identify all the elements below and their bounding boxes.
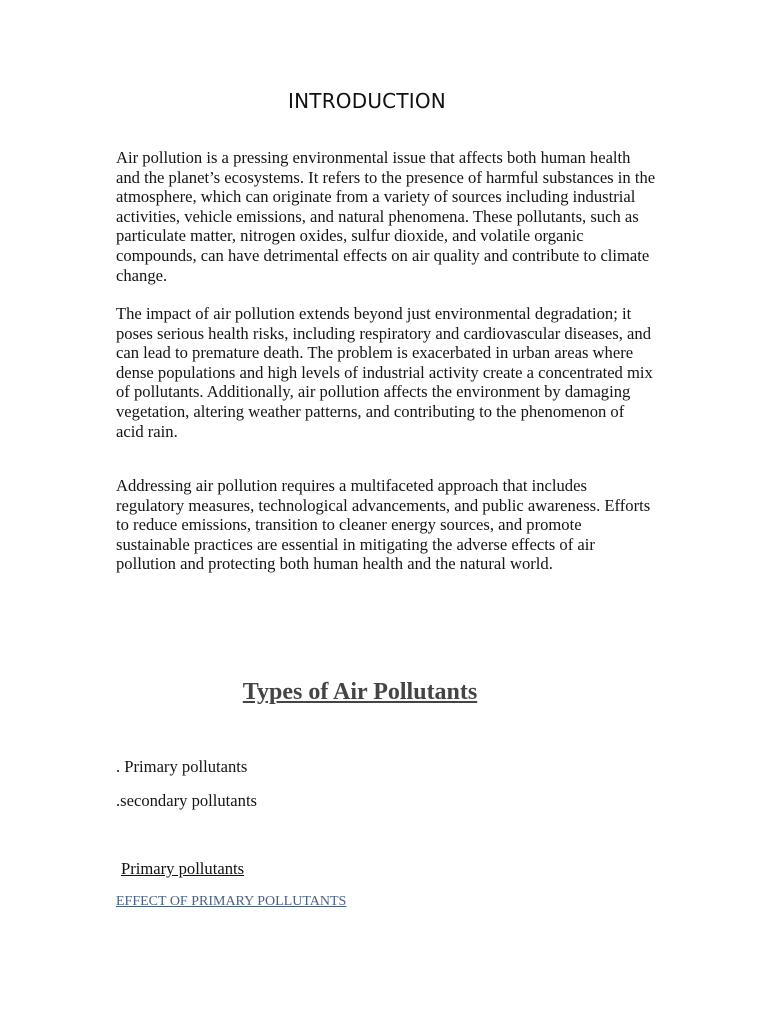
pollutant-type-primary: . Primary pollutants [116,757,248,776]
pollutant-type-secondary: .secondary pollutants [116,791,258,810]
intro-paragraph-2: The impact of air pollution extends beyond just environmental degradation; it poses serious health risks, including respiratory and cardiovascular diseases, and can lead to premature death. The problem is exacerbated in urban areas where dense populations and high levels of industrial activity create a concentrated mix of pollutants. Additionally, air pollution affects the environment by damaging vegetation, altering weather patterns, and contributing to the phenomenon of acid rain. [116,304,653,441]
intro-paragraph-3: Addressing air pollution requires a multifaceted approach that includes regulatory measures, technological advancements, and public awareness. Efforts to reduce emissions, transition to cleaner energy sources, and promote sustainable practices are essential in mitigating the adverse effects of air pollution and protecting both human health and the natural world. [116,476,651,574]
intro-paragraph-1: Air pollution is a pressing environmental issue that affects both human health and the planet’s ecosystems. It refers to the presence of harmful substances in the atmosphere, which can originate from a variety of sources including industrial activities, vehicle emissions, and natural phenomena. These pollutants, such as particulate matter, nitrogen oxides, sulfur dioxide, and volatile organic compounds, can have detrimental effects on air quality and contribute to climate change. [116,148,656,285]
introduction-heading: INTRODUCTION [288,89,446,113]
effect-of-primary-pollutants-link[interactable]: EFFECT OF PRIMARY POLLUTANTS [116,894,347,909]
primary-pollutants-subheading: Primary pollutants [121,859,245,878]
types-of-air-pollutants-heading: Types of Air Pollutants [242,679,478,705]
